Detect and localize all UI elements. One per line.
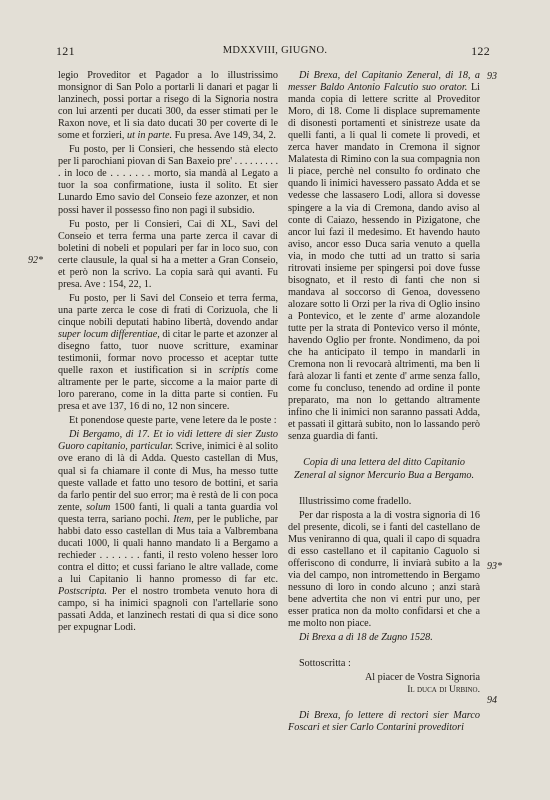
paragraph: Per dar risposta a la di vostra signoria di 16 del presente, dicoli, se i fanti del castellano de Mus veniranno di qua, quali il capo di squadra di esso castellano et il capitanio Caguolo si offeriscono di condurre, li inviarà subito a la via del campo, non intromettendo in Bergamo nessuno di loro in condo alcuno ; anzi starà bene advertita che non vi entri pur uno, per esser pratica non da molto confidarsi et che a me molto non piace. (288, 509, 480, 630)
margin-number: 94 (487, 695, 497, 706)
running-head: MDXXVIII, GIUGNO. (222, 45, 328, 56)
signature-name: Il duca di Urbino. (407, 685, 480, 696)
margin-number: 92* (28, 255, 43, 266)
paragraph: Di Brexa, fo lettere di rectori sier Marco Foscari et sier Carlo Contarini proveditori (288, 710, 480, 734)
paragraph: Di Bergamo, di 17. Et io vidi lettere di sier Zusto Guoro capitanio, particular. Scrive, inimici è al solito ove erano di là di Adda. Questo castellan di Mus, qual si fa chiamare il conte di Mus, ha messo tutte queste vallade et fatto uno tesoro de bottini, et saria da farlo pentir del suo error; ma è restà de li con poca zente, solum 1500 fanti, li quali a tanta guardia vol questa terra, sariano pochi. Item, per le publiche, par habbi dato esso castellan di Mus taia a Valbrembana ducati 1000, li quali hanno mandato li a Bergamo a rechieder . . . . . . . fanti, il resto voleno hesser loro contra el ditto; et cussi fariano le altre vallade, come a lui Capitanio li hanno promesso di far etc. Postscripta. Per el nostro trombeta venuto hora di campo, si ha inimici spagnoli con l'artellarie sono passati Adda, et lanzinech restati di qua si dice sono per expugnar Lodi. (58, 429, 279, 634)
right-column (288, 70, 480, 734)
subscription-label: Sottoscritta : (299, 658, 351, 670)
letter-heading: Copia di una lettera del ditto Capitanio Zeneral al signor Mercurio Bua a Bergamo. (293, 457, 475, 481)
paragraph: Fu posto, per li Savi del Conseio et terra ferma, una parte zerca le cose di frati di Corizuola, che li cinque nobili deputati habino libertà, dovendo andar super locum differentiae, di citar le parte et azonzer al disegno fatto, tuor nuove scritture, examinar testimonii, formar novo processo et aceptar tutte quelle raxon et iustification si in scriptis come altramente per le parte, siccome a la maior parte di loro parerano, come in la ditta parte si contien. Fu presa et ave 137, 16 di no, 12 non sincere. (58, 292, 279, 413)
signature-line: Al piacer de Vostra Signoria (364, 672, 480, 684)
margin-number: 93 (487, 71, 497, 82)
page-number-right: 122 (471, 44, 490, 58)
paragraph: Fu posto, per li Consieri, Cai di XL, Savi del Conseio et terra ferma una parte zerca il cavar di boletini di nobeli et populari per far in loco suo, con certe clausule, la qual si ha a metter a Gran Conseio, et però non la scrivo. La copia sarà qui avanti. Fu presa. Ave : 154, 22, 1. (58, 218, 278, 290)
salutation: Illustrissimo come fradello. (299, 495, 412, 507)
paragraph: Et ponendose queste parte, vene letere da le poste : (69, 415, 277, 427)
page-number-left: 121 (56, 44, 75, 58)
margin-number: 93* (487, 561, 502, 572)
left-column (58, 70, 278, 634)
paragraph: Di Brexa, del Capitanio Zeneral, di 18, a messer Baldo Antonio Falcutio suo orator. Li manda copia di lettere scritte al Proveditor Moro, di 18. Come li displace supremamente di disonesti portamenti et sinistreze usate da quelli fanti, a li qual li comete li provedi, et zerca haver mandato in Cremona il signor Malatesta di Rimino con la sua compagnia non li piace, perchè nel consulto fo ordinato che quando li inimici havessero passato Adda et se vedesse che lassasero Lodi, allora si dovesse spingere a la via di Cremona, dando aviso al conte di Caiazo, hessendo in Pizigatone, che ancor lui fazi il medesimo. Et havendo hauto aviso, ancor esso Duca saria venuto a quella via, in modo che tutti ad un tratto si saria ritrovati insieme per spingersi poi dove fusse bisognato, et il resto di fanti che non si mandava al soccorso di Genoa, dovesseno alozare sotto li Orzi per la riva di Oglio insino a Pontevico, et le zente d' arme alozandole tutte per la strata di Pontevico verso il mónte, havendo Oglio per fronte. Nondimeno, da poi che ha anticipato il tempo in mandarli in Cremona non li revocarà altrimenti, ma ben li farà alozar li fanti et zente d' arme senza fallo, come fu concluso, tenendo ad ordine il ponte preparato, ma non lo gettando altramente infino che li inimici non saranno passati Adda, et passati il gittarà subito, non lo lassando però senza guardia di fanti. (288, 70, 480, 443)
page-header (0, 44, 550, 60)
letter-date: Di Brexa a dì 18 de Zugno 1528. (299, 632, 433, 644)
paragraph: legio Proveditor et Pagador a lo illustrissimo monsignor di San Polo a portarli li danari et pagar li lanzinech, possi portar a risego di la Signoria nostra con lui arzenti per ducati 300, da esser stimati per le Raxon nove, et li sia dato ducati 30 per coverte di le some et forzieri, ut in parte. Fu presa. Ave 149, 34, 2. (58, 70, 278, 142)
paragraph: Fu posto, per li Consieri, che hessendo stà electo per li parochiani piovan di San Baxeio pre' . . . . . . . . . . in loco de . . . . . . . morto, sia mandà al Legato a tuor la soa confirmatione, iusta il solito. Et sier Lunardo Emo savio del Conseio feze azonzer, et non possi haver il possesso fino non pagi il subsidio. (58, 144, 278, 216)
